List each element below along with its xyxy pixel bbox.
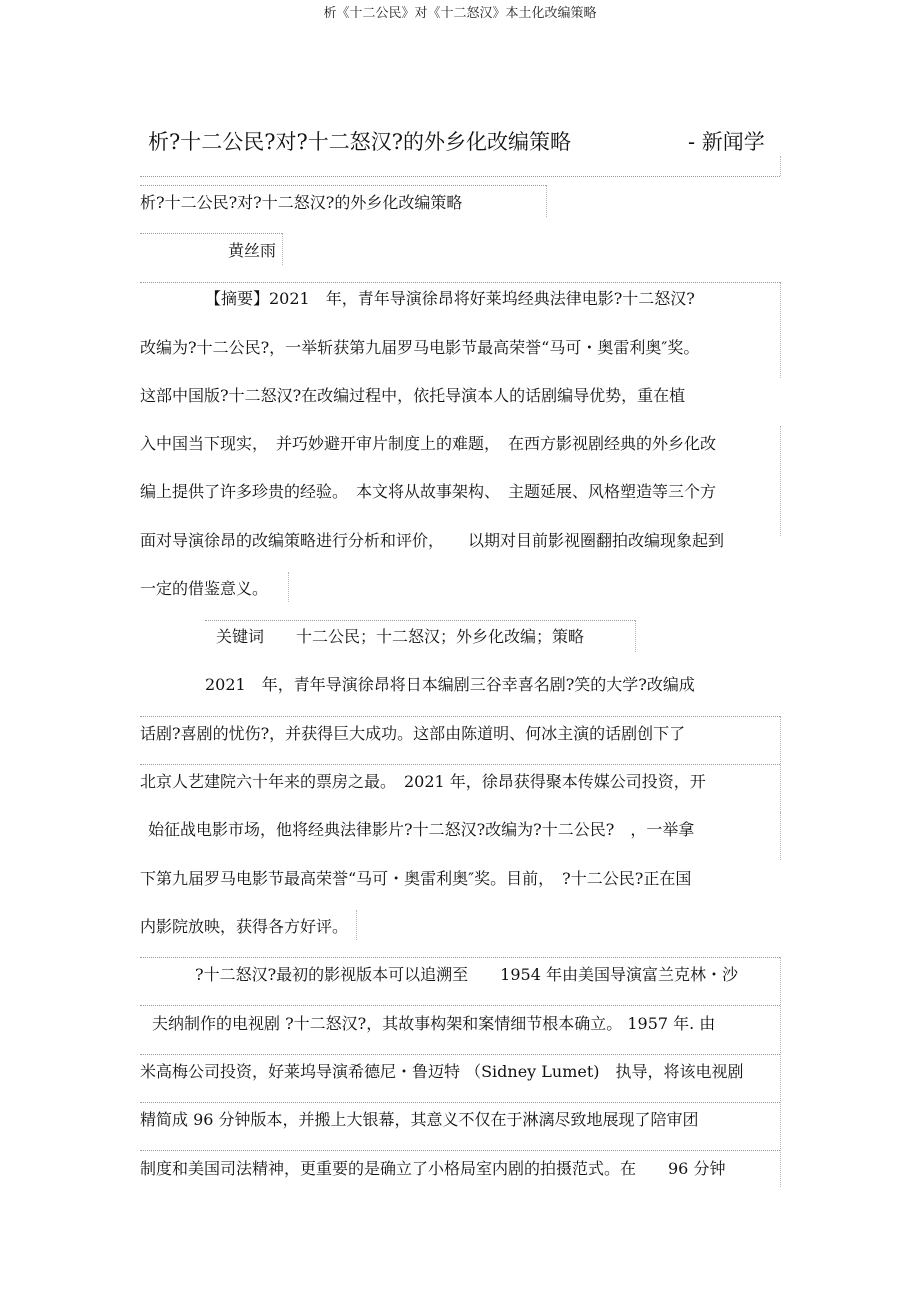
abstract-line-5: 编上提供了许多珍贵的经验。 本文将从故事架构、 主题延展、风格塑造等三个方 xyxy=(140,482,717,501)
title-divider xyxy=(140,176,780,177)
author-frame-edge xyxy=(282,233,283,265)
running-header: 析《十二公民》对《十二怒汉》本土化改编策略 xyxy=(323,6,597,21)
body-para2-line-5: 制度和美国司法精神，更重要的是确立了小格局室内剧的拍摄范式。在 96 分钟 xyxy=(140,1159,726,1178)
abstract-frame-top xyxy=(140,282,780,283)
abstract-line-7: 一定的借鉴意义。 xyxy=(140,579,269,598)
para1-rule-1 xyxy=(140,716,780,717)
body-para1-line-6: 内影院放映，获得各方好评。 xyxy=(140,917,349,936)
abstract-frame-edge-2 xyxy=(780,426,781,536)
keywords xyxy=(216,627,584,647)
body-para1-line-4: 始征战电影市场，他将经典法律影片?十二怒汉?改编为?十二公民? ，一举拿 xyxy=(148,820,695,839)
body-para2-line-2: 夫纳制作的电视剧 ?十二怒汉?，其故事构架和案情细节根本确立。 1957 年. 由 xyxy=(152,1014,716,1033)
title-frame-edge xyxy=(780,156,781,176)
abstract-line-4: 入中国当下现实， 并巧妙避开审片制度上的难题， 在西方影视剧经典的外乡化改 xyxy=(140,434,717,453)
body-para1-line-1: 2021 年，青年导演徐昂将日本编剧三谷幸喜名剧?笑的大学?改编成 xyxy=(205,675,695,694)
para2-rule-1 xyxy=(140,957,780,958)
body-para2-line-4: 精简成 96 分钟版本，并搬上大银幕，其意义不仅在于淋漓尽致地展现了陪审团 xyxy=(140,1110,699,1129)
para2-rule-4 xyxy=(140,1102,780,1103)
body-para2-line-1: ?十二怒汉?最初的影视版本可以追溯至 1954 年由美国导演富兰克林・沙 xyxy=(195,965,738,984)
article-subtitle: 析?十二公民?对?十二怒汉?的外乡化改编策略 xyxy=(140,193,463,212)
para1-rule-2 xyxy=(140,764,780,765)
para2-rule-3 xyxy=(140,1054,780,1055)
abstract-line-6: 面对导演徐昂的改编策略进行分析和评价， 以期对目前影视圈翻拍改编现象起到 xyxy=(140,531,725,550)
para2-rule-2 xyxy=(140,1005,780,1006)
para1-frame-edge-2 xyxy=(780,812,781,860)
abstract-line-2: 改编为?十二公民?，一举斩获第九届罗马电影节最高荣誉“马可・奥雷利奥″奖。 xyxy=(140,338,700,357)
page-title xyxy=(148,126,778,156)
para1-frame-end xyxy=(356,910,357,940)
author-frame-top xyxy=(140,233,282,234)
para1-frame-edge-1 xyxy=(780,716,781,812)
body-para1-line-2: 话剧?喜剧的忧伤?，并获得巨大成功。这部由陈道明、何冰主演的话剧创下了 xyxy=(140,724,686,743)
body-para1-line-3: 北京人艺建院六十年来的票房之最。 2021 年，徐昂获得聚本传媒公司投资，开 xyxy=(140,772,706,791)
abstract-frame-edge-1 xyxy=(780,282,781,378)
abstract-line-3: 这部中国版?十二怒汉?在改编过程中，依托导演本人的话剧编导优势，重在植 xyxy=(140,386,686,405)
para2-rule-5 xyxy=(140,1150,780,1151)
keywords-frame-top xyxy=(205,620,635,621)
subtitle-frame-edge xyxy=(546,185,547,217)
keywords-label: 关键词 xyxy=(216,627,265,646)
abstract-frame-end xyxy=(288,572,289,602)
title-main: 析?十二公民?对?十二怒汉?的外乡化改编策略 xyxy=(148,130,572,154)
abstract-line-1: 【摘要】2021 年，青年导演徐昂将好莱坞经典法律电影?十二怒汉? xyxy=(205,289,695,308)
body-para1-line-5: 下第九届罗马电影节最高荣誉“马可・奥雷利奥″奖。目前， ?十二公民?正在国 xyxy=(140,869,692,888)
subtitle-frame-top xyxy=(140,185,546,186)
author-name: 黄丝雨 xyxy=(228,241,277,260)
title-category: - 新闻学 xyxy=(688,130,765,154)
body-para2-line-3: 米高梅公司投资，好莱坞导演希德尼・鲁迈特 （Sidney Lumet) 执导，将该电视剧 xyxy=(140,1062,744,1081)
keywords-frame-edge xyxy=(635,620,636,652)
para2-frame-edge xyxy=(780,957,781,1187)
keywords-value: 十二公民；十二怒汉；外乡化改编；策略 xyxy=(296,627,585,646)
